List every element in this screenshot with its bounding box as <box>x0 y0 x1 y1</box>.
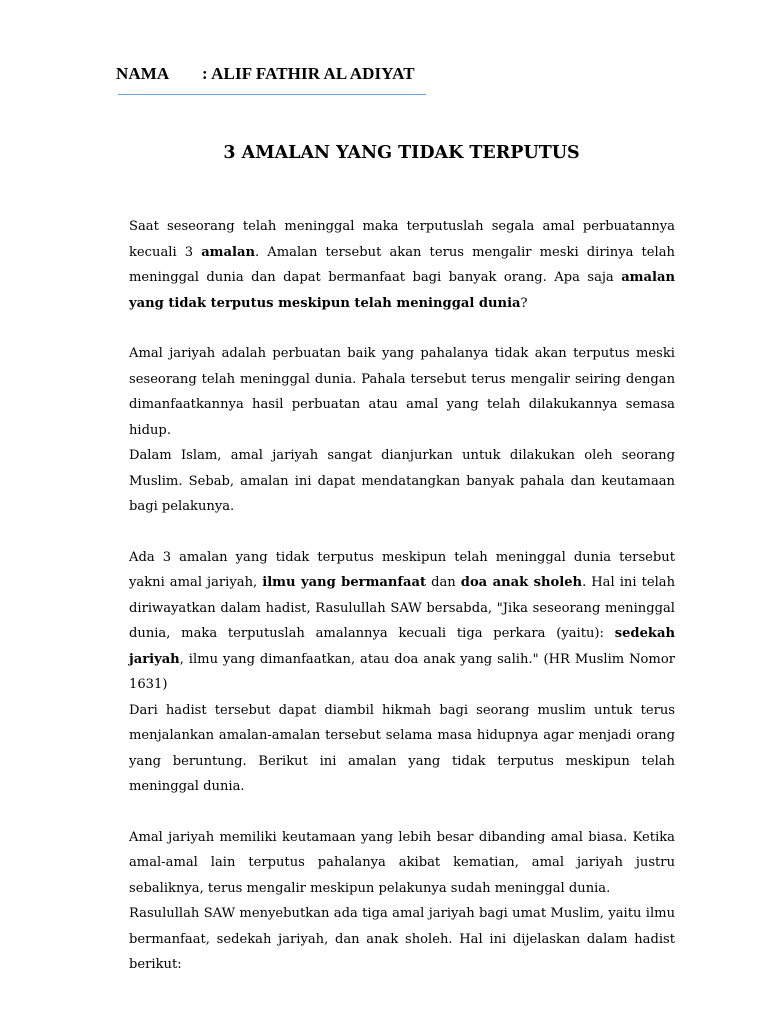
paragraph-gap <box>129 800 675 825</box>
paragraph-gap <box>129 520 675 545</box>
document-body <box>129 214 675 978</box>
intro-bold-question: amalan yang tidak terputus meskipun telah meninggal dunia <box>129 270 675 311</box>
paragraph-three-deeds: Rasulullah SAW menyebutkan ada tiga amal jariyah bagi umat Muslim, yaitu ilmu bermanfaat, sedekah jariyah, dan anak sholeh. Hal ini dijelaskan dalam hadist berikut: <box>129 906 675 972</box>
hadist-bold-sedekah: sedekah jariyah <box>129 626 675 667</box>
hadist-bold-doa: doa anak sholeh <box>460 575 583 590</box>
hadist-text-4: , ilmu yang dimanfaatkan, atau doa anak yang salih." (HR Muslim Nomor 1631) <box>129 651 675 692</box>
paragraph-gap <box>129 316 675 341</box>
name-underline <box>118 94 426 95</box>
hadist-text-2: dan <box>426 575 461 590</box>
intro-text-1: Saat seseorang telah meninggal maka terputuslah segala amal perbuatannya kecuali 3 <box>129 219 675 260</box>
hadist-bold-ilmu: ilmu yang bermanfaat <box>262 575 427 590</box>
name-label: NAMA <box>116 64 170 83</box>
intro-text-2: . Amalan tersebut akan terus mengalir meski dirinya telah meninggal dunia dan dapat bermanfaat bagi banyak orang. Apa saja <box>129 244 675 285</box>
intro-text-3: ? <box>520 295 528 311</box>
hadist-text-1: Ada 3 amalan yang tidak terputus meskipun telah meninggal dunia tersebut yakni amal jariyah, <box>129 549 675 590</box>
name-line <box>116 64 415 84</box>
paragraph-definition: Amal jariyah adalah perbuatan baik yang pahalanya tidak akan terputus meski seseorang telah meninggal dunia. Pahala tersebut terus mengalir seiring dengan dimanfaatkannya hasil perbuatan atau amal yang telah dilakukannya semasa hidup. <box>129 346 675 438</box>
paragraph-hadist <box>129 545 675 698</box>
paragraph-islam: Dalam Islam, amal jariyah sangat dianjurkan untuk dilakukan oleh seorang Muslim. Sebab, amalan ini dapat mendatangkan banyak pahala dan keutamaan bagi pelakunya. <box>129 448 675 514</box>
paragraph-intro <box>129 214 675 316</box>
intro-bold-amalan: amalan <box>201 244 256 260</box>
paragraph-keutamaan: Amal jariyah memiliki keutamaan yang lebih besar dibanding amal biasa. Ketika amal-amal lain terputus pahalanya akibat kematian, amal jariyah justru sebaliknya, terus mengalir meskipun pelakunya sudah meninggal dunia. <box>129 829 675 896</box>
hadist-text-3: . Hal ini telah diriwayatkan dalam hadist, Rasulullah SAW bersabda, "Jika seseorang meninggal dunia, maka terputuslah amalannya kecuali tiga perkara (yaitu): <box>129 575 676 641</box>
name-value: : ALIF FATHIR AL ADIYAT <box>202 64 415 83</box>
paragraph-hikmah: Dari hadist tersebut dapat diambil hikmah bagi seorang muslim untuk terus menjalankan amalan-amalan tersebut selama masa hidupnya agar menjadi orang yang beruntung. Berikut ini amalan yang tidak terputus meskipun telah meninggal dunia. <box>129 702 675 794</box>
document-title: 3 AMALAN YANG TIDAK TERPUTUS <box>223 143 580 163</box>
